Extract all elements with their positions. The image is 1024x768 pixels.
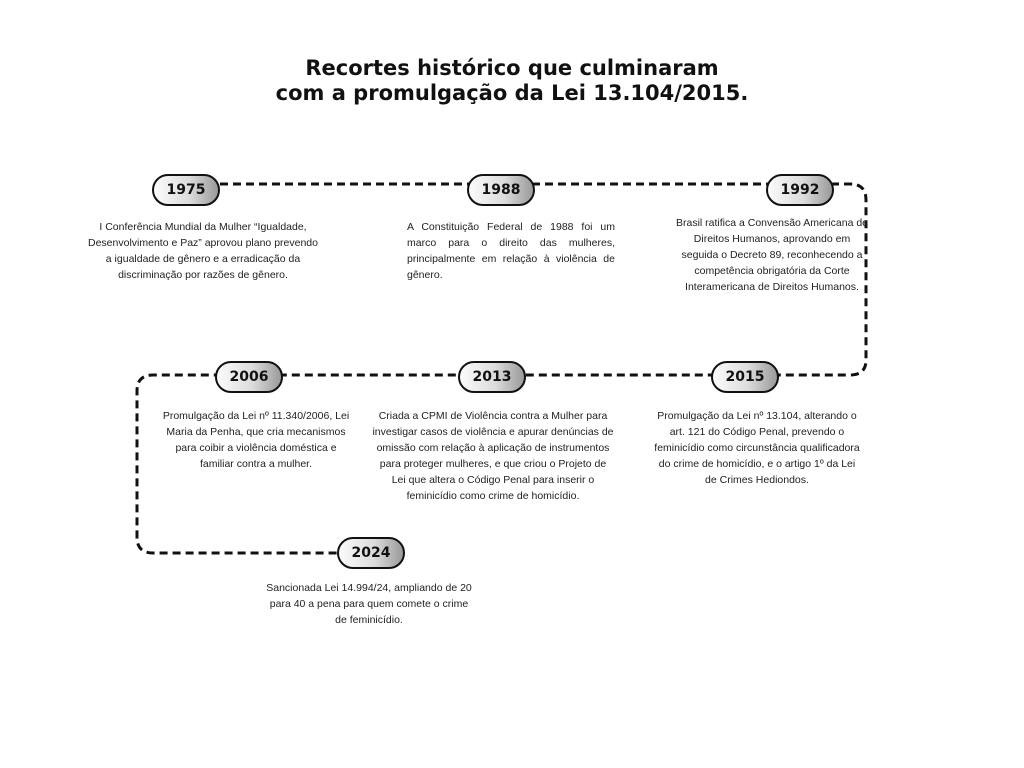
- year-label: 2006: [229, 369, 269, 385]
- title-line-1: Recortes histórico que culminaram: [305, 56, 719, 80]
- event-description-2006: Promulgação da Lei nº 11.340/2006, Lei Maria da Penha, que cria mecanismos para coibir a violência doméstica e familiar contra a mulher.: [162, 410, 350, 470]
- year-pill-2015: [711, 361, 779, 393]
- year-pill-1988: [467, 174, 535, 206]
- year-pill-1975: [152, 174, 220, 206]
- event-description-1975: I Conferência Mundial da Mulher “Igualdade, Desenvolvimento e Paz” aprovou plano prevendo a igualdade de gênero e a erradicação da discriminação por razões de gênero.: [88, 221, 318, 281]
- event-description-2015: Promulgação da Lei nº 13.104, alterando o art. 121 do Código Penal, prevendo o feminicídio como circunstância qualificadora do crime de homicídio, e o artigo 1º da Lei de Crimes Hediondos.: [654, 410, 860, 486]
- year-label: 2024: [351, 545, 391, 561]
- year-pill-2013: [458, 361, 526, 393]
- event-description-1988: A Constituição Federal de 1988 foi um marco para o direito das mulheres, principalmente em relação à violência de gênero.: [407, 221, 615, 281]
- year-pill-2024: [337, 537, 405, 569]
- year-label: 1992: [780, 182, 820, 198]
- year-label: 2015: [725, 369, 765, 385]
- title-line-2: com a promulgação da Lei 13.104/2015.: [275, 81, 749, 105]
- event-description-1992: Brasil ratifica a Convensão Americana de Direitos Humanos, aprovando em seguida o Decreto 89, reconhecendo a competência obrigatória da Corte Interamericana de Direitos Humanos.: [675, 217, 868, 293]
- event-description-2013: Criada a CPMI de Violência contra a Mulher para investigar casos de violência e apurar denúncias de omissão com relação à aplicação de instrumentos para proteger mulheres, e que criou o Projeto de Lei que altera o Código Penal para inserir o feminicídio como crime de homicídio.: [372, 410, 614, 502]
- year-pill-1992: [766, 174, 834, 206]
- year-label: 1975: [166, 182, 206, 198]
- year-label: 2013: [472, 369, 512, 385]
- year-pill-2006: [215, 361, 283, 393]
- year-label: 1988: [481, 182, 521, 198]
- event-description-2024: Sancionada Lei 14.994/24, ampliando de 20 para 40 a pena para quem comete o crime de feminicídio.: [266, 582, 472, 626]
